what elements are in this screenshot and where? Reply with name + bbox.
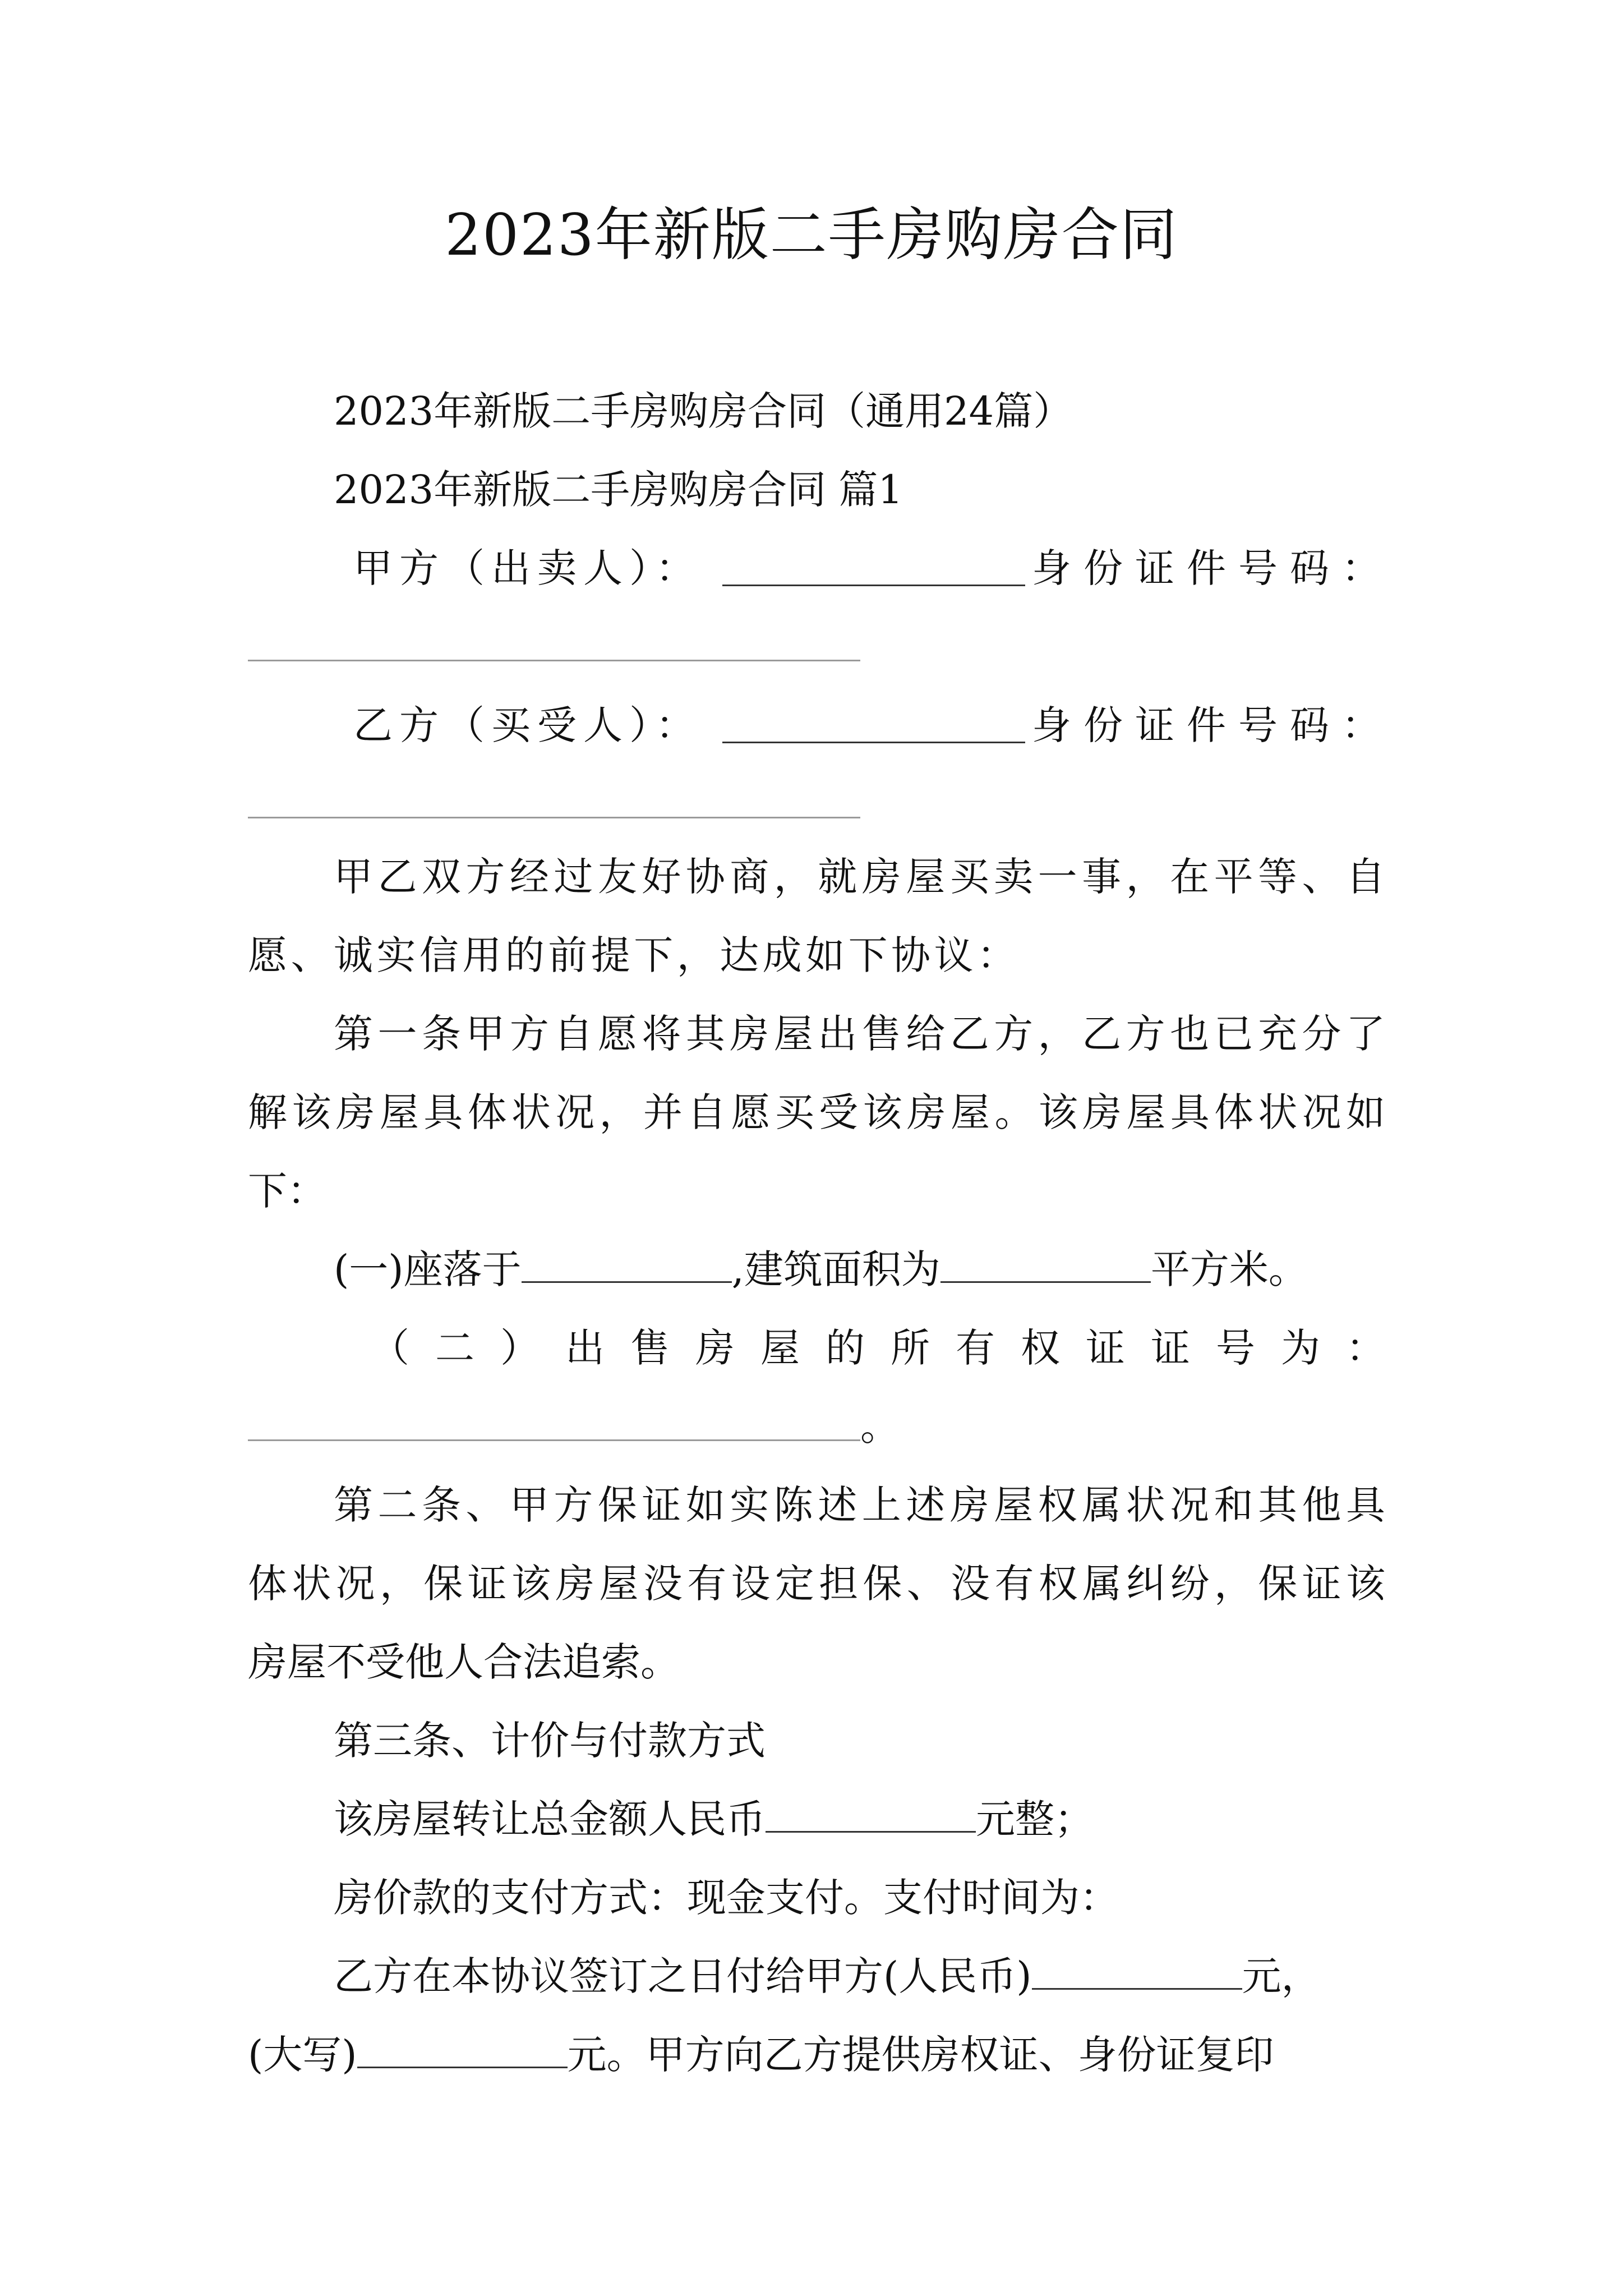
payment-capital-rest: 元。甲方向乙方提供房权证、身份证复印 — [567, 2032, 1274, 2078]
party-a-id-blank — [248, 660, 860, 661]
total-amount-label: 该房屋转让总金额人民币 — [334, 1796, 766, 1842]
total-amount-blank — [766, 1796, 976, 1833]
party-b-id-label: 身份证件号码： — [1032, 702, 1393, 748]
party-a-id-label: 身份证件号码： — [1032, 545, 1393, 591]
document-subtitle: 2023年新版二手房购房合同（通用24篇） — [334, 388, 1073, 434]
article-1-line-1: 第一条甲方自愿将其房屋出售给乙方，乙方也已充分了 — [334, 1011, 1385, 1057]
payment-capital-label: (大写) — [248, 2032, 357, 2078]
payment-rmb-unit: 元， — [1242, 1953, 1321, 1999]
item-2-certificate-label: （二）出售房屋的所有权证证号为： — [370, 1325, 1385, 1371]
item-1-area-unit: 平方米。 — [1150, 1246, 1308, 1292]
payment-rmb-label: 乙方在本协议签订之日付给甲方(人民币) — [334, 1953, 1032, 1999]
area-blank — [940, 1246, 1151, 1283]
article-3-title: 第三条、计价与付款方式 — [334, 1718, 766, 1764]
item-2-end: 。 — [860, 1404, 900, 1450]
party-a-label: 甲方（出卖人）： — [353, 545, 702, 591]
intro-line-2: 愿、诚实信用的前提下，达成如下协议： — [248, 932, 1016, 978]
total-amount-unit: 元整； — [976, 1796, 1094, 1842]
article-2-line-3: 房屋不受他人合法追索。 — [248, 1639, 680, 1685]
payment-line-2 — [248, 2027, 1274, 2083]
item-1-location — [334, 1241, 1308, 1297]
location-blank — [522, 1246, 732, 1283]
party-b-id-blank — [248, 817, 860, 818]
payment-capital-blank — [357, 2032, 568, 2068]
payment-rmb-blank — [1032, 1953, 1242, 1990]
certificate-number-blank — [248, 1439, 860, 1441]
party-a-name-blank — [722, 550, 1025, 586]
party-b-label: 乙方（买受人）： — [353, 702, 702, 748]
document-title: 2023年新版二手房购房合同 — [445, 202, 1178, 269]
total-amount — [334, 1791, 1094, 1847]
section-heading: 2023年新版二手房购房合同 篇1 — [334, 467, 903, 513]
payment-method: 房价款的支付方式：现金支付。支付时间为： — [334, 1875, 1119, 1921]
payment-line-1 — [334, 1948, 1321, 2004]
intro-line-1: 甲乙双方经过友好协商，就房屋买卖一事，在平等、自 — [334, 854, 1385, 900]
item-1-location-label: (一)座落于 — [334, 1246, 522, 1292]
party-b-name-blank — [722, 707, 1025, 743]
article-2-line-1: 第二条、甲方保证如实陈述上述房屋权属状况和其他具 — [334, 1482, 1385, 1528]
article-1-line-3: 下： — [248, 1168, 326, 1214]
item-1-area-label: ,建筑面积为 — [731, 1246, 940, 1292]
article-2-line-2: 体状况，保证该房屋没有设定担保、没有权属纠纷，保证该 — [248, 1561, 1385, 1607]
article-1-line-2: 解该房屋具体状况，并自愿买受该房屋。该房屋具体状况如 — [248, 1089, 1385, 1135]
